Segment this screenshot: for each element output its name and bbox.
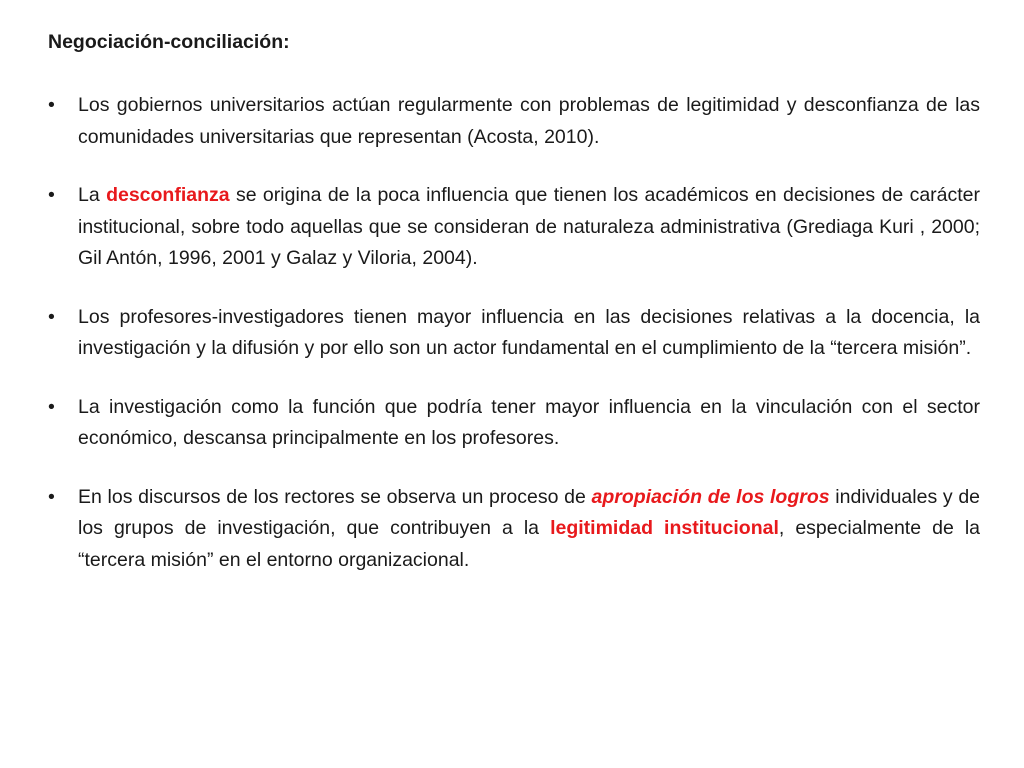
slide-title: Negociación-conciliación: bbox=[48, 31, 290, 53]
bullet-text-segment: En los discursos de los rectores se observa un proceso de bbox=[78, 485, 592, 508]
highlight-legitimidad: legitimidad institucional bbox=[550, 517, 779, 539]
bullet-text bbox=[78, 392, 980, 455]
bullet-item-investigacion bbox=[48, 392, 980, 455]
highlight-apropiacion: apropiación de los logros bbox=[591, 485, 830, 508]
bullet-item-legitimidad bbox=[48, 90, 980, 153]
bullet-text-segment: , especialmente de la “tercera misión” en el entorno organizacional. bbox=[78, 517, 981, 571]
bullet-list bbox=[48, 90, 980, 603]
bullet-text-segment: La bbox=[78, 184, 107, 206]
bullet-text bbox=[78, 482, 980, 577]
bullet-text-segment: individuales y de los grupos de investigación, que contribuyen a la bbox=[78, 485, 981, 539]
bullet-icon: • bbox=[48, 184, 55, 206]
bullet-text-segment: se origina de la poca influencia que tienen los académicos en decisiones de carácter institucional, sobre todo aquellas que se consideran de naturaleza administrativa (Grediaga Kuri , 2000; Gil Antón, 1996, 2001 y Galaz y Viloria, 2004). bbox=[78, 184, 981, 269]
bullet-text-segment: Los gobiernos universitarios actúan regularmente con problemas de legitimidad y desconfianza de las comunidades universitarias que representan (Acosta, 2010). bbox=[78, 94, 980, 148]
bullet-text bbox=[78, 90, 980, 153]
bullet-text bbox=[78, 302, 980, 365]
bullet-icon: • bbox=[48, 94, 55, 116]
bullet-text bbox=[78, 180, 980, 275]
bullet-icon: • bbox=[48, 395, 55, 418]
bullet-item-profesores bbox=[48, 302, 980, 365]
bullet-item-desconfianza bbox=[48, 180, 980, 275]
highlight-desconfianza: desconfianza bbox=[106, 184, 230, 206]
bullet-item-discursos bbox=[48, 482, 980, 577]
bullet-text-segment: Los profesores-investigadores tienen mayor influencia en las decisiones relativas a la docencia, la investigación y la difusión y por ello son un actor fundamental en el cumplimiento de la “tercera misión”. bbox=[78, 305, 980, 359]
bullet-icon: • bbox=[48, 305, 55, 328]
bullet-text-segment: La investigación como la función que podría tener mayor influencia en la vinculación con el sector económico, descansa principalmente en los profesores. bbox=[78, 395, 980, 449]
bullet-icon: • bbox=[48, 485, 55, 508]
